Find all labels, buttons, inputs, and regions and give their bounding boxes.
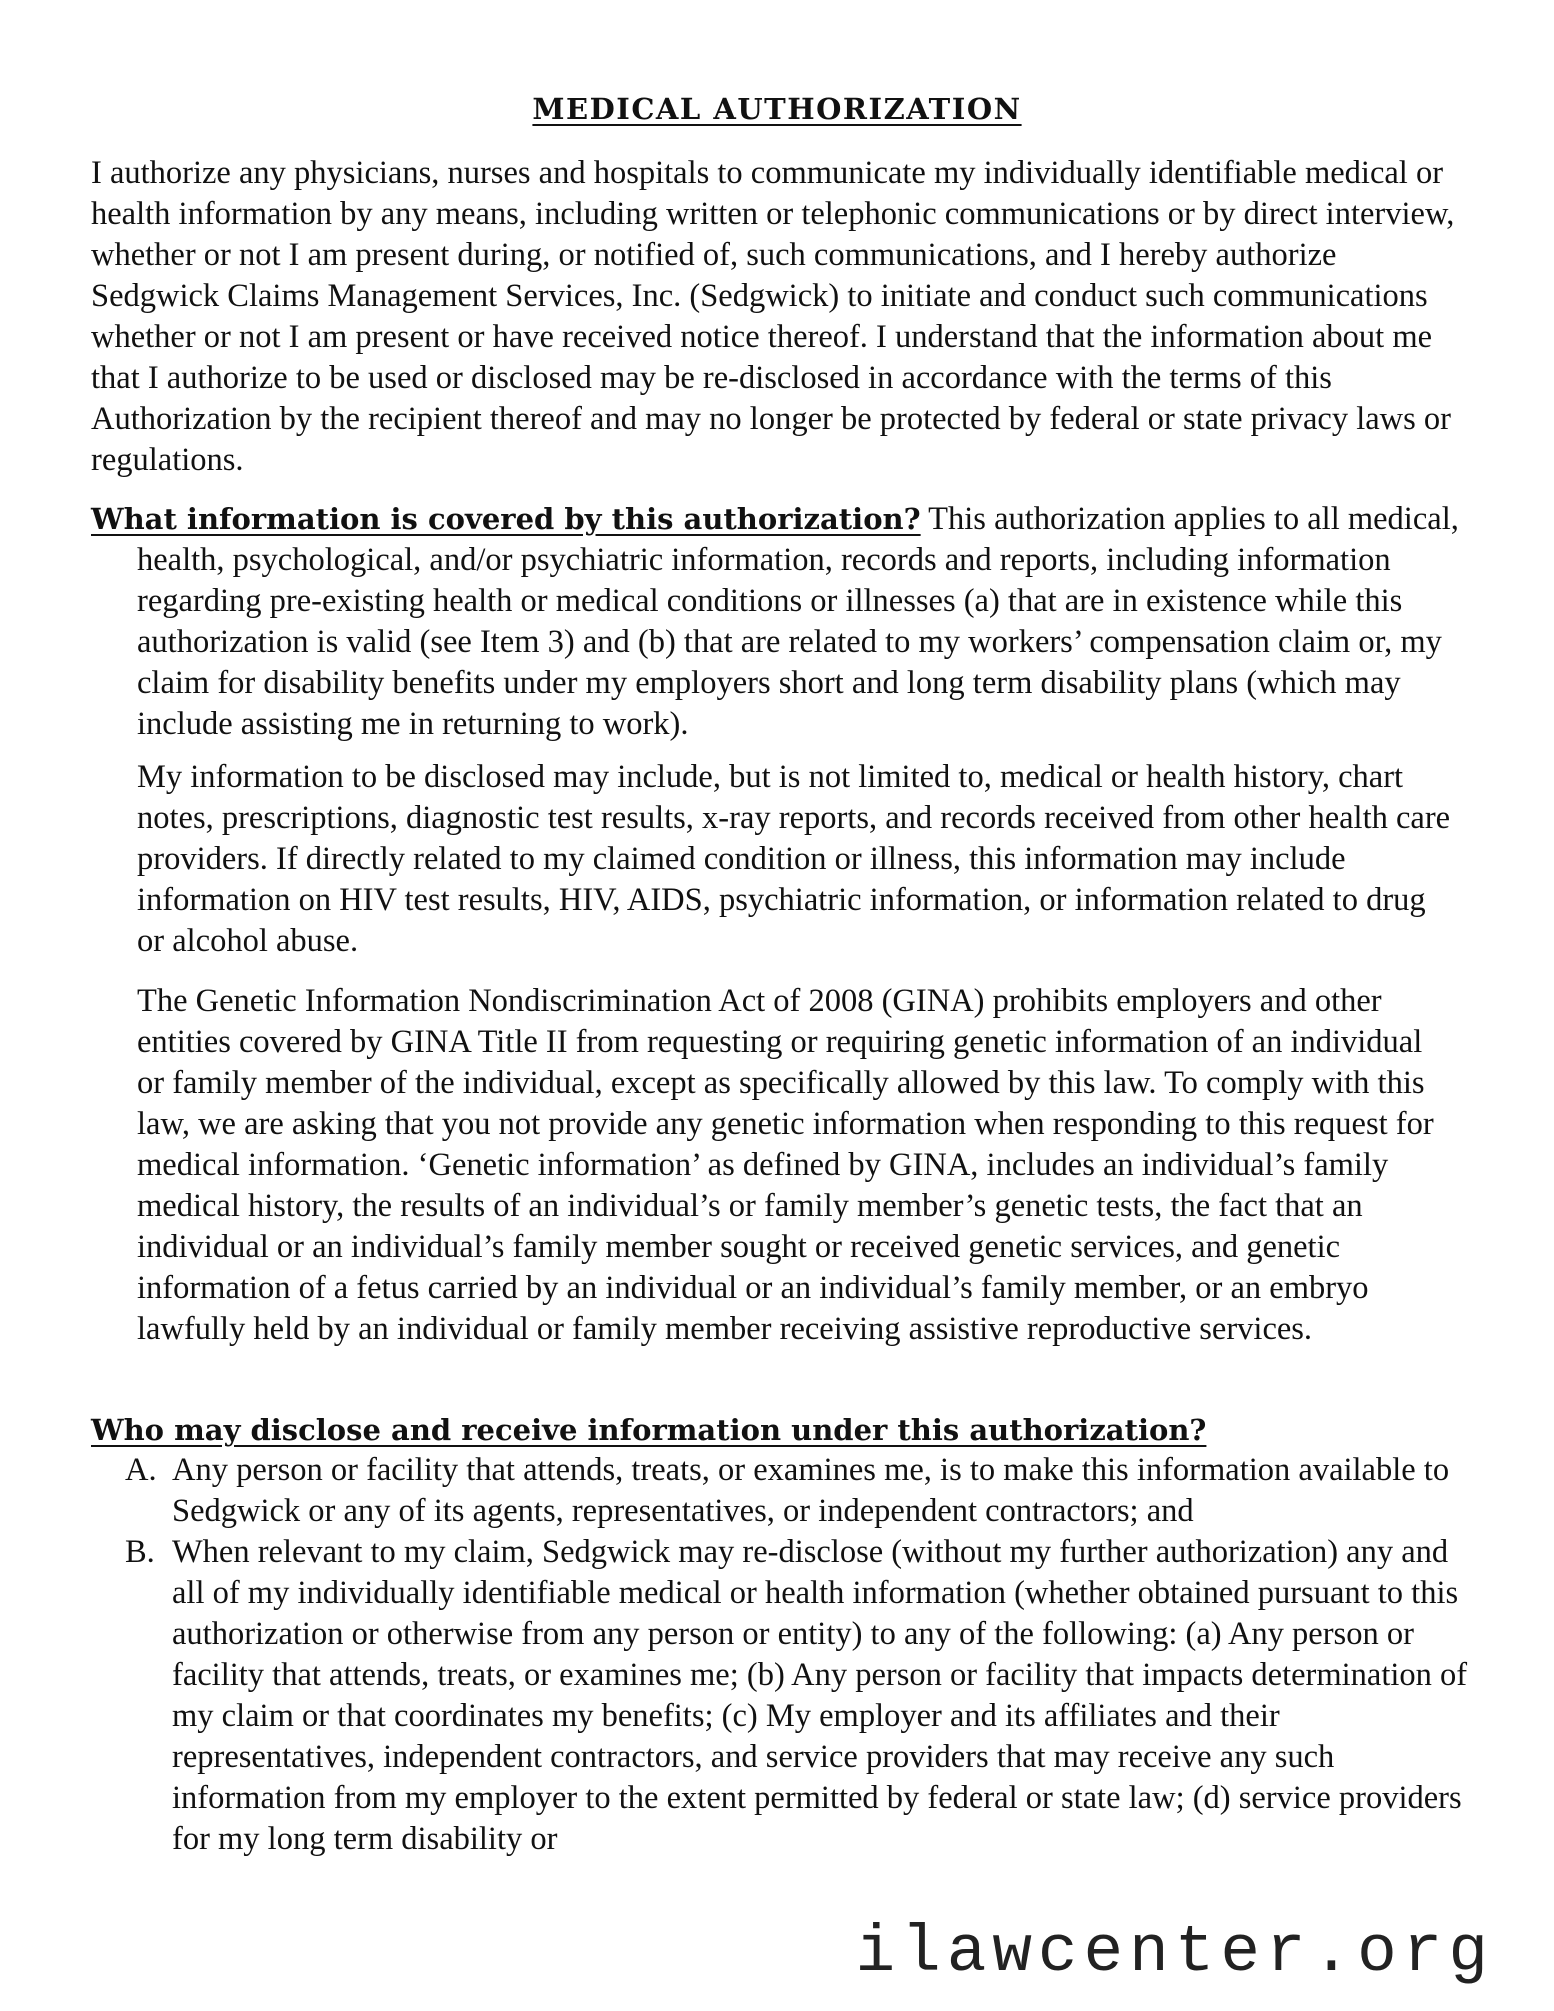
watermark: ilawcenter.org — [855, 1915, 1494, 1990]
list-item-text: When relevant to my claim, Sedgwick may re-disclose (without my further authorization) any and all of my individually identifiable medical or health information (whether obtained pursuant to this authorization or otherwise from any person or entity) to any of the following: (a) Any person or facility that attends, treats, or examines me; (b) Any person or facility that impacts determination of my claim or that coordinates my benefits; (c) My employer and its affiliates and their representatives, independent contractors, and service providers that may receive any such information from my employer to the extent permitted by federal or state law; (d) service providers for my long term disability or — [172, 1534, 1468, 1857]
may-include-paragraph: My information to be disclosed may include, but is not limited to, medical or health history, chart notes, prescriptions, diagnostic test results, x-ray reports, and records received from other health care providers. If directly related to my claimed condition or illness, this information may include information on HIV test results, HIV, AIDS, psychiatric information, or information related to drug or alcohol abuse. — [137, 759, 1451, 959]
list-marker: B. — [125, 1534, 155, 1570]
disclosure-list — [91, 1450, 1471, 1860]
intro-paragraph: I authorize any physicians, nurses and hospitals to communicate my individually identifiable medical or health information by any means, including written or telephonic communications or by direct interview, whether or not I am present during, or notified of, such communications, and I hereby authorize Sedgwick Claims Management Services, Inc. (Sedgwick) to initiate and conduct such communications whether or not I am present or have received notice thereof. I understand that the information about me that I authorize to be used or disclosed may be re-disclosed in accordance with the terms of this Authorization by the recipient thereof and may no longer be protected by federal or state privacy laws or regulations. — [91, 155, 1455, 478]
gina-paragraph: The Genetic Information Nondiscrimination Act of 2008 (GINA) prohibits employers and other entities covered by GINA Title II from requesting or requiring genetic information of an individual or family member of the individual, except as specifically allowed by this law. To comply with this law, we are asking that you not provide any genetic information when responding to this request for medical information. ‘Genetic information’ as defined by GINA, includes an individual’s family medical history, the results of an individual’s or family member’s genetic tests, the fact that an individual or an individual’s family member sought or received genetic services, and genetic information of a fetus carried by an individual or an individual’s family member, or an embryo lawfully held by an individual or family member receiving assistive reproductive services. — [137, 983, 1434, 1347]
page-title: MEDICAL AUTHORIZATION — [532, 92, 1022, 126]
who-may-disclose-heading: Who may disclose and receive information under this authorization? — [91, 1413, 1207, 1447]
list-item-text: Any person or facility that attends, treats, or examines me, is to make this information available to Sedgwick or any of its agents, representatives, or independent contractors; and — [172, 1452, 1450, 1529]
list-item — [91, 1450, 1471, 1532]
what-covered-text: This authorization applies to all medical, health, psychological, and/or psychiatric information, records and reports, including information regarding pre-existing health or medical conditions or illnesses (a) that are in existence while this authorization is valid (see Item 3) and (b) that are related to my workers’ compensation claim or, my claim for disability benefits under my employers short and long term disability plans (which may include assisting me in returning to work). — [137, 501, 1459, 742]
list-item — [91, 1532, 1471, 1860]
what-covered-paragraph — [91, 499, 1471, 745]
what-covered-heading: What information is covered by this authorization? — [91, 502, 921, 536]
list-marker: A. — [125, 1452, 157, 1488]
